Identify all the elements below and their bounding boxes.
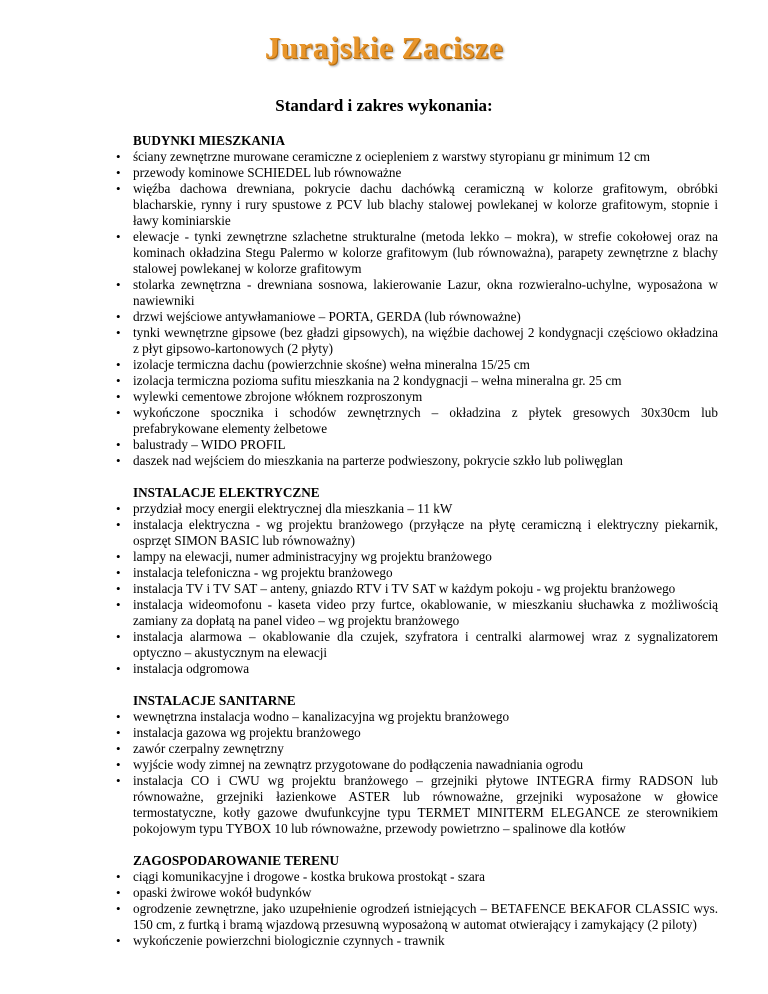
list-item: • ściany zewnętrzne murowane ceramiczne z ociepleniem z warstwy styropianu gr minimum 12 cm — [133, 149, 718, 165]
section-heading: INSTALACJE ELEKTRYCZNE — [133, 485, 320, 500]
list-item: • izolacja termiczna pozioma sufitu mieszkania na 2 kondygnacji – wełna mineralna gr. 25 cm — [133, 373, 718, 389]
list-item: • instalacja telefoniczna - wg projektu branżowego — [133, 565, 718, 581]
list-item: • daszek nad wejściem do mieszkania na parterze podwieszony, pokrycie szkło lub poliwęglan — [133, 453, 718, 469]
list-item: • instalacja odgromowa — [133, 661, 718, 677]
list-item: • wyjście wody zimnej na zewnątrz przygotowane do podłączenia nawadniania ogrodu — [133, 757, 718, 773]
list-item: • ciągi komunikacyjne i drogowe - kostka brukowa prostokąt - szara — [133, 869, 718, 885]
list-item: • instalacja wideomofonu - kaseta video przy furtce, okablowanie, w mieszkaniu słuchawka z możliwością zamiany za dopłatą na panel video – wg projektu branżowego — [133, 597, 718, 629]
list-item: • wykończenie powierzchni biologicznie czynnych - trawnik — [133, 933, 718, 949]
list-item: • opaski żwirowe wokół budynków — [133, 885, 718, 901]
bullet-list — [133, 709, 718, 837]
document-subtitle: Standard i zakres wykonania: — [275, 96, 493, 115]
list-item: • instalacja gazowa wg projektu branżowego — [133, 725, 718, 741]
list-item: • elewacje - tynki zewnętrzne szlachetne strukturalne (metoda lekko – mokra), w strefie cokołowej oraz na kominach okładzina Stegu Palermo w kolorze grafitowym (lub równoważna), parapety zewnętrzne z blachy stalowej powlekanej w kolorze grafitowym — [133, 229, 718, 277]
list-item: • więźba dachowa drewniana, pokrycie dachu dachówką ceramiczną w kolorze grafitowym, obróbki blacharskie, rynny i rury spustowe z PCV lub blachy stalowej powlekanej w kolorze grafitowym, stopnie i ławy kominiarskie — [133, 181, 718, 229]
list-item: • instalacja CO i CWU wg projektu branżowego – grzejniki płytowe INTEGRA firmy RADSON lub równoważne, grzejniki łazienkowe ASTER lub równoważne, grzejniki wyposażone w głowice termostatyczne, kotły gazowe dwufunkcyjne typu TERMET MINITERM ELEGANCE ze sterownikiem pokojowym typu TYBOX 10 lub równoważne, przewody powietrzno – spalinowe dla kotłów — [133, 773, 718, 837]
list-item: • izolacje termiczna dachu (powierzchnie skośne) wełna mineralna 15/25 cm — [133, 357, 718, 373]
list-item: • drzwi wejściowe antywłamaniowe – PORTA, GERDA (lub równoważne) — [133, 309, 718, 325]
bullet-list — [133, 149, 718, 469]
section — [133, 485, 718, 677]
list-item: • instalacja alarmowa – okablowanie dla czujek, szyfratora i centralki alarmowej wraz z sygnalizatorem optyczno – akustycznym na elewacji — [133, 629, 718, 661]
section — [133, 693, 718, 837]
document-content — [133, 133, 718, 965]
list-item: • przewody kominowe SCHIEDEL lub równoważne — [133, 165, 718, 181]
section — [133, 133, 718, 469]
section — [133, 853, 718, 949]
bullet-list — [133, 501, 718, 677]
list-item: • balustrady – WIDO PROFIL — [133, 437, 718, 453]
section-heading: INSTALACJE SANITARNE — [133, 693, 296, 708]
list-item: • wykończone spocznika i schodów zewnętrznych – okładzina z płytek gresowych 30x30cm lub prefabrykowane elementy żelbetowe — [133, 405, 718, 437]
list-item: • instalacja TV i TV SAT – anteny, gniazdo RTV i TV SAT w każdym pokoju - wg projektu branżowego — [133, 581, 718, 597]
list-item: • stolarka zewnętrzna - drewniana sosnowa, lakierowanie Lazur, okna rozwieralno-uchylne, wyposażona w nawiewniki — [133, 277, 718, 309]
list-item: • przydział mocy energii elektrycznej dla mieszkania – 11 kW — [133, 501, 718, 517]
list-item: • wylewki cementowe zbrojone włóknem rozproszonym — [133, 389, 718, 405]
list-item: • zawór czerpalny zewnętrzny — [133, 741, 718, 757]
list-item: • tynki wewnętrzne gipsowe (bez gładzi gipsowych), na więźbie dachowej 2 kondygnacji częściowo okładzina z płyt gipsowo-kartonowych (2 płyty) — [133, 325, 718, 357]
list-item: • ogrodzenie zewnętrzne, jako uzupełnienie ogrodzeń istniejących – BETAFENCE BEKAFOR CLASSIC wys. 150 cm, z furtką i bramą wjazdową przesuwną wyposażoną w automat otwierający i zamykający (2 piloty) — [133, 901, 718, 933]
document-title: Jurajskie Zacisze — [264, 30, 504, 65]
bullet-list — [133, 869, 718, 949]
list-item: • lampy na elewacji, numer administracyjny wg projektu branżowego — [133, 549, 718, 565]
list-item: • instalacja elektryczna - wg projektu branżowego (przyłącze na płytę ceramiczną i elektryczny piekarnik, osprzęt SIMON BASIC lub równoważny) — [133, 517, 718, 549]
section-heading: ZAGOSPODAROWANIE TERENU — [133, 853, 340, 868]
list-item: • wewnętrzna instalacja wodno – kanalizacyjna wg projektu branżowego — [133, 709, 718, 725]
section-heading: BUDYNKI MIESZKANIA — [133, 133, 286, 148]
